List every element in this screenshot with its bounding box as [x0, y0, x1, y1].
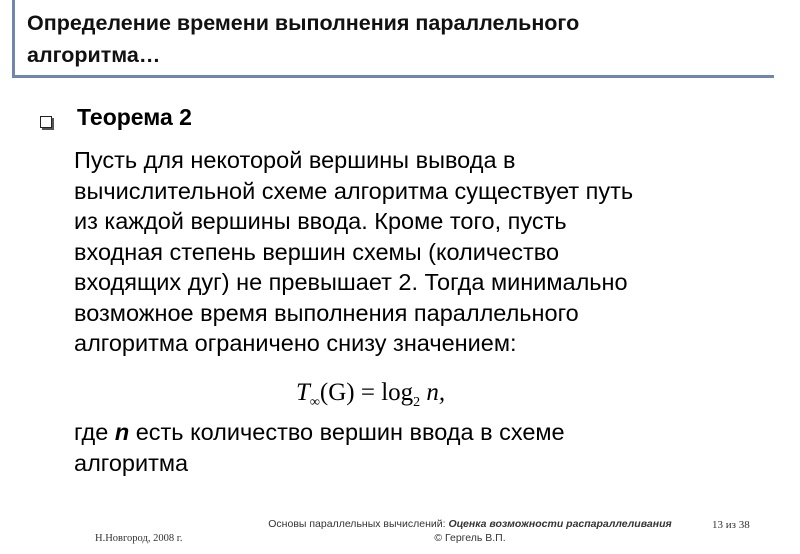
- footer-course-name: Основы параллельных вычислений:: [268, 518, 449, 530]
- note-prefix: где: [74, 419, 115, 445]
- theorem-heading: Теорема 2: [77, 104, 192, 130]
- formula-T-subscript: ∞: [309, 395, 320, 410]
- formula-log: log: [381, 379, 414, 406]
- page-number: 13 из 38: [712, 519, 750, 531]
- checkbox-bullet-icon: [40, 116, 52, 128]
- note-variable: n: [114, 419, 130, 445]
- footer-topic: Оценка возможности распараллеливания: [448, 518, 672, 530]
- formula-T: T: [296, 379, 310, 406]
- slide-title: [27, 7, 767, 71]
- formula-arg: (G): [319, 379, 355, 406]
- formula-log-base: 2: [413, 395, 421, 410]
- theorem-text: Пусть для некоторой вершины вывода в вычислительной схеме алгоритма существует путь из каждой вершины ввода. Кроме того, пусть входная степень вершин схемы (количество входящих дуг) не превышает 2. Тогда минимально возможное время выполнения параллельного алгоритма ограничено снизу значением:: [74, 147, 634, 356]
- note-text: [74, 417, 774, 478]
- slide-title-line2: алгоритма…: [27, 43, 161, 67]
- footer-location-date: Н.Новгород, 2008 г.: [95, 533, 183, 544]
- footer-course: [260, 517, 680, 545]
- formula-equals: =: [354, 379, 382, 406]
- formula: [296, 379, 445, 411]
- slide-title-line1: Определение времени выполнения параллельного: [27, 11, 580, 35]
- note-rest: есть количество вершин ввода в схеме алгоритма: [74, 419, 565, 476]
- formula-rhs: n,: [420, 379, 446, 406]
- footer-author: © Гергель В.П.: [434, 532, 506, 544]
